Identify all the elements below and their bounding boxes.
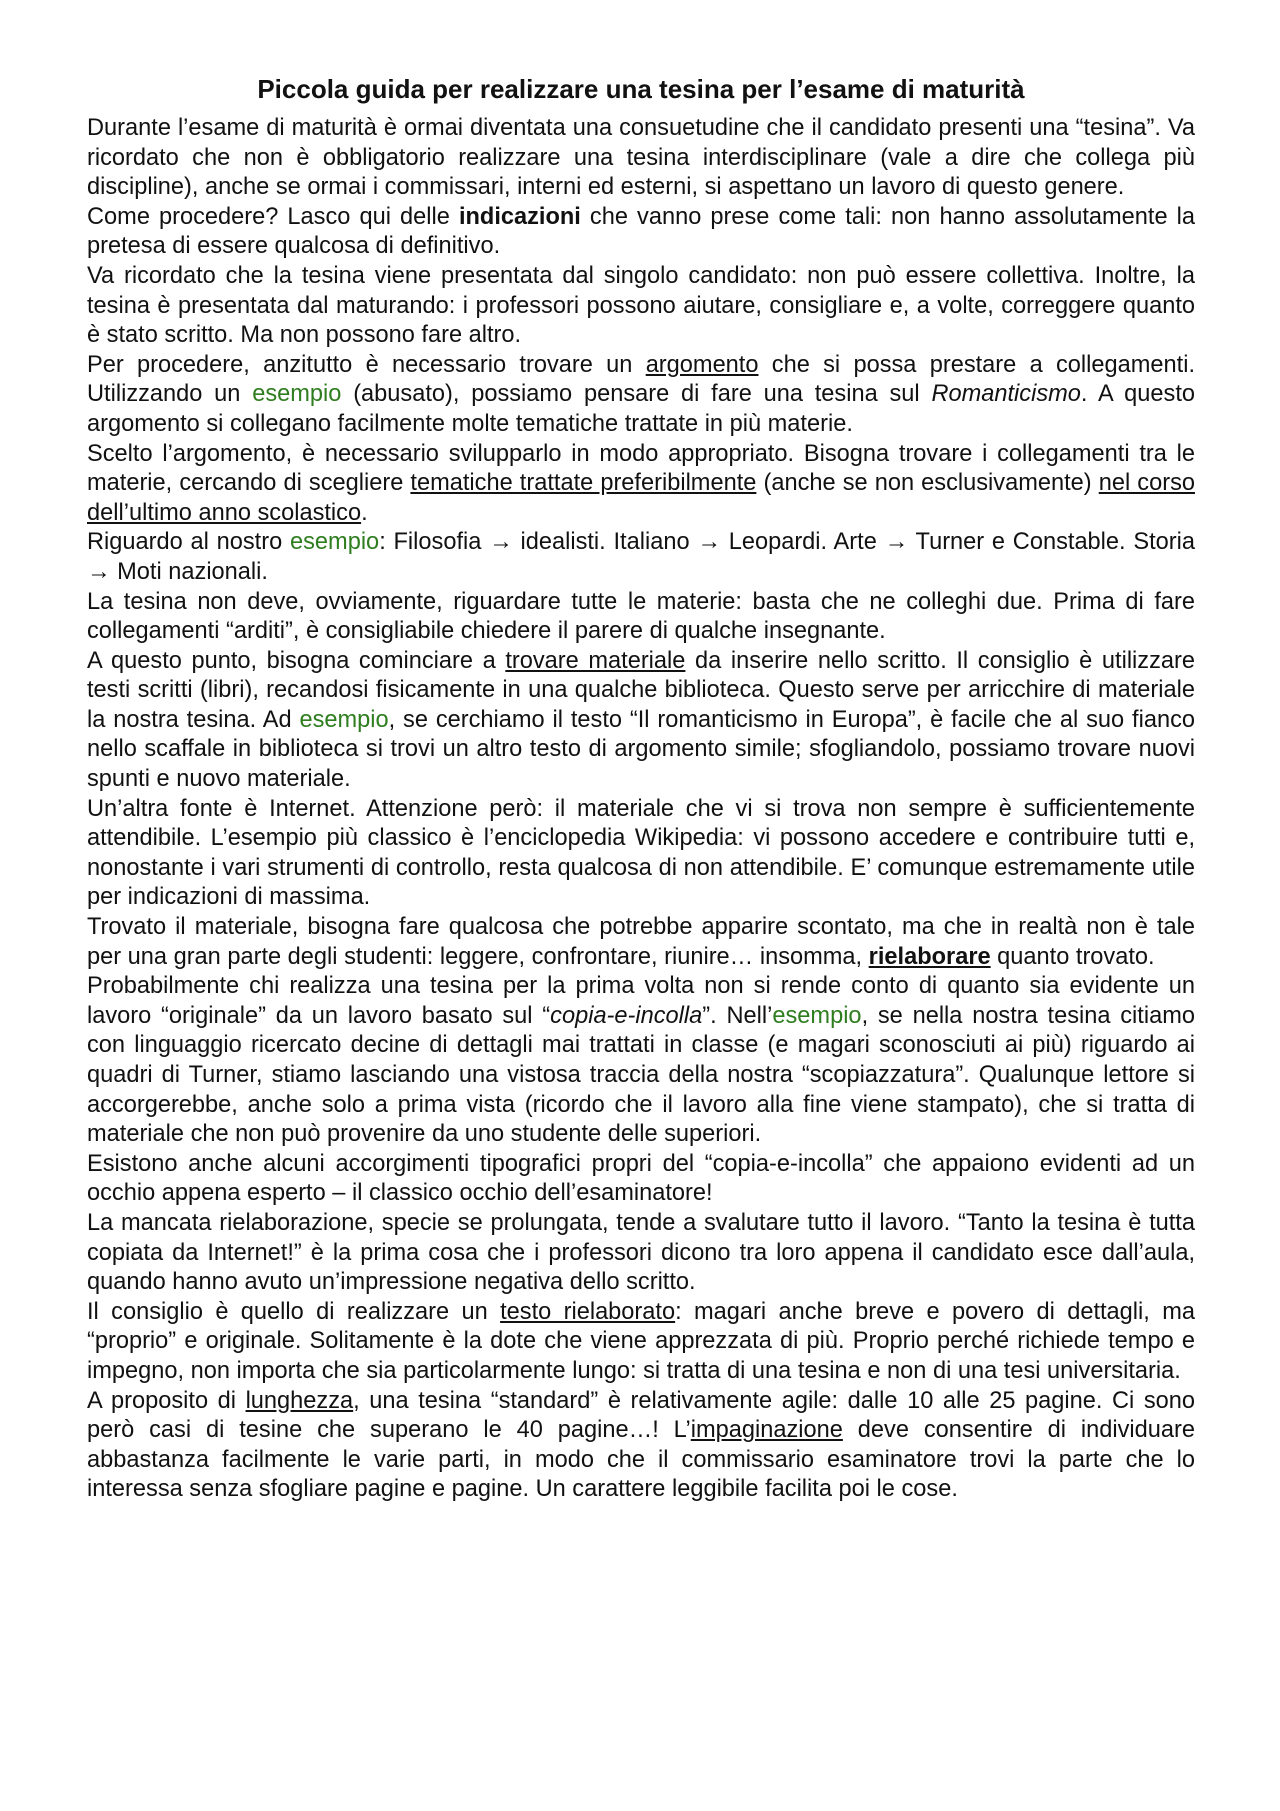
paragraph-argomento: Per procedere, anzitutto è necessario trovare un argomento che si possa prestare a collegamenti. Utilizzando un esempio (abusato), possiamo pensare di fare una tesina sul Romanticismo. A questo argomento si collegano facilmente molte tematiche trattate in più materie.	[87, 351, 1196, 437]
paragraph-lunghezza: A proposito di lunghezza, una tesina “standard” è relativamente agile: dalle 10 alle 25 pagine. Ci sono però casi di tesine che superano le 40 pagine…! L’impaginazione deve consentire di individuare abbastanza facilmente le varie parti, in modo che il commissario esaminatore trovi la parte che lo interessa senza sfogliare pagine e pagine. Un carattere leggibile facilita poi le cose.	[87, 1387, 1195, 1503]
underlined-testo-rielaborato: testo rielaborato	[500, 1298, 676, 1325]
green-esempio: esempio	[252, 381, 342, 408]
paragraph-individual: Va ricordato che la tesina viene presentata dal singolo candidato: non può essere collettiva. Inoltre, la tesina è presentata dal maturando: i professori possono aiutare, consigliare e, a volte, correggere quanto è stato scritto. Ma non possono fare altro.	[87, 262, 1195, 349]
document-page	[87, 72, 1195, 1505]
paragraph-trovare-materiale: A questo punto, bisogna cominciare a trovare materiale da inserire nello scritto. Il consiglio è utilizzare testi scritti (libri), recandosi fisicamente in una qualche biblioteca. Questo serve per arricchire di materiale la nostra tesina. Ad esempio, se cerchiamo il testo “Il romanticismo in Europa”, è facile che al suo fianco nello scaffale in biblioteca si trovi un altro testo di argomento simile; sfogliandolo, possiamo trovare nuovi spunti e nuovo materiale.	[87, 647, 1195, 793]
bold-indicazioni: indicazioni	[458, 203, 581, 230]
underlined-argomento: argomento	[645, 351, 759, 378]
italic-romanticismo: Romanticismo	[931, 381, 1081, 408]
green-esempio: esempio	[299, 706, 389, 733]
document-title: Piccola guida per realizzare una tesina per l’esame di maturità	[257, 74, 1025, 104]
green-esempio: esempio	[772, 1002, 862, 1029]
paragraph-accorgimenti: Esistono anche alcuni accorgimenti tipografici propri del “copia-e-incolla” che appaiono evidenti ad un occhio appena esperto – il classico occhio dell’esaminatore!	[87, 1150, 1195, 1207]
underlined-ultimo-anno: nel corso dell’ultimo anno scolastico	[87, 470, 1195, 526]
underlined-impaginazione: impaginazione	[690, 1417, 843, 1444]
paragraph-how-to-proceed: Come procedere? Lasco qui delle indicazioni che vanno prese come tali: non hanno assolutamente la pretesa di essere qualcosa di definitivo.	[87, 203, 1195, 260]
italic-copia-e-incolla: copia-e-incolla	[550, 1002, 703, 1029]
paragraph-rielaborare: Trovato il materiale, bisogna fare qualcosa che potrebbe apparire scontato, ma che in realtà non è tale per una gran parte degli studenti: leggere, confrontare, riunire… insomma, rielaborare quanto trovato.	[87, 914, 1195, 970]
paragraph-internet: Un’altra fonte è Internet. Attenzione però: il materiale che vi si trova non sempre è sufficientemente attendibile. L’esempio più classico è l’enciclopedia Wikipedia: vi possono accedere e contribuire tutti e, nonostante i vari strumenti di controllo, resta qualcosa di non attendibile. E’ comunque estremamente utile per indicazioni di massima.	[87, 795, 1195, 911]
underlined-trovare-materiale: trovare materiale	[505, 647, 686, 674]
paragraph-sviluppo: Scelto l’argomento, è necessario svilupparlo in modo appropriato. Bisogna trovare i collegamenti tra le materie, cercando di scegliere tematiche trattate preferibilmente (anche se non esclusivamente) nel corso dell’ultimo anno scolastico.	[87, 440, 1195, 526]
green-esempio: esempio	[290, 529, 380, 556]
paragraph-mancata-rielaborazione: La mancata rielaborazione, specie se prolungata, tende a svalutare tutto il lavoro. “Tanto la tesina è tutta copiata da Internet!” è la prima cosa che i professori dicono tra loro appena il candidato esce dall’aula, quando hanno avuto un’impressione negativa dello scritto.	[87, 1209, 1195, 1296]
paragraph-testo-rielaborato: Il consiglio è quello di realizzare un testo rielaborato: magari anche breve e povero di dettagli, ma “proprio” e originale. Solitamente è la dote che viene apprezzata di più. Proprio perché richiede tempo e impegno, non importa che sia particolarmente lungo: si tratta di una tesina e non di una tesi universitaria.	[87, 1298, 1195, 1384]
paragraph-copia-incolla: Probabilmente chi realizza una tesina per la prima volta non si rende conto di quanto sia evidente un lavoro “originale” da un lavoro basato sul “copia-e-incolla”. Nell’esempio, se nella nostra tesina citiamo con linguaggio ricercato decine di dettagli mai trattati in classe (e magari sconosciuti ai più) riguardo ai quadri di Turner, stiamo lasciando una vistosa traccia della nostra “scopiazzatura”. Qualunque lettore si accorgerebbe, anche solo a prima vista (ricordo che il lavoro alla fine viene stampato), che si tratta di materiale che non può provenire da uno studente delle superiori.	[87, 973, 1195, 1148]
underlined-lunghezza: lunghezza	[245, 1387, 354, 1414]
bold-underlined-rielaborare: rielaborare	[868, 943, 991, 970]
paragraph-due-materie: La tesina non deve, ovviamente, riguardare tutte le materie: basta che ne colleghi due. Prima di fare collegamenti “arditi”, è consigliabile chiedere il parere di qualche insegnante.	[87, 588, 1195, 645]
underlined-tematiche: tematiche trattate preferibilmente	[410, 470, 757, 497]
paragraph-intro: Durante l’esame di maturità è ormai diventata una consuetudine che il candidato presenti una “tesina”. Va ricordato che non è obbligatorio realizzare una tesina interdisciplinare (vale a dire che collega più discipline), anche se ormai i commissari, interni ed esterni, si aspettano un lavoro di questo genere.	[87, 115, 1195, 201]
paragraph-esempio-materie: Riguardo al nostro esempio: Filosofia → idealisti. Italiano → Leopardi. Arte → Turner e Constable. Storia → Moti nazionali.	[87, 529, 1196, 585]
